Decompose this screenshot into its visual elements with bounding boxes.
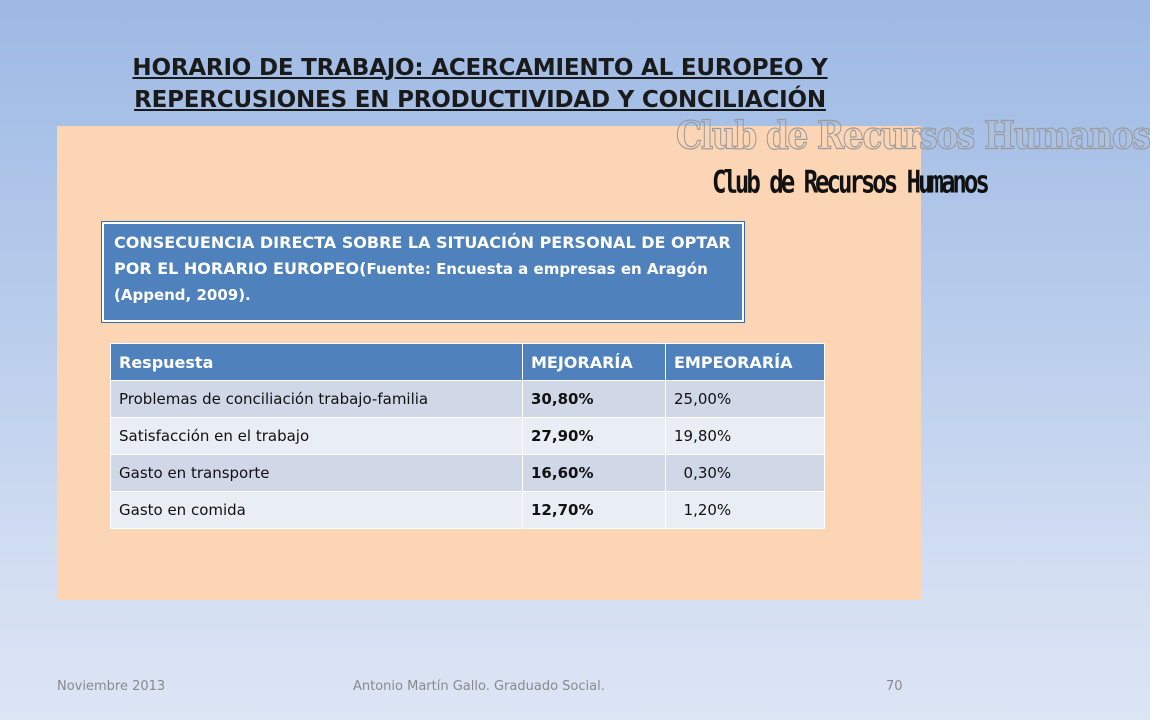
table-header-row xyxy=(111,344,825,381)
cell-empeoraria: 19,80% xyxy=(666,418,825,455)
footer-author: Antonio Martín Gallo. Graduado Social. xyxy=(353,679,605,694)
cell-empeoraria: 0,30% xyxy=(666,455,825,492)
slide-title xyxy=(60,52,900,116)
footer-date: Noviembre 2013 xyxy=(57,679,166,694)
table-row xyxy=(111,381,825,418)
header-respuesta: Respuesta xyxy=(111,344,523,381)
header-empeoraria: EMPEORARÍA xyxy=(666,344,825,381)
header-mejoraria: MEJORARÍA xyxy=(523,344,666,381)
table-row xyxy=(111,455,825,492)
cell-mejoraria: 12,70% xyxy=(523,492,666,529)
survey-table xyxy=(110,343,825,529)
callout-source: Fuente: Encuesta a empresas en Aragón (Append, 2009). xyxy=(114,260,708,304)
slide-title-line-1: HORARIO DE TRABAJO: ACERCAMIENTO AL EUROPEO Y xyxy=(132,55,828,81)
cell-respuesta: Problemas de conciliación trabajo-familia xyxy=(111,381,523,418)
cell-respuesta: Satisfacción en el trabajo xyxy=(111,418,523,455)
club-logo: Club de Recursos Humanos xyxy=(712,164,987,201)
club-logo-watermark: Club de Recursos Humanos xyxy=(676,113,1150,158)
cell-empeoraria: 25,00% xyxy=(666,381,825,418)
cell-respuesta: Gasto en transporte xyxy=(111,455,523,492)
slide-title-line-2: REPERCUSIONES EN PRODUCTIVIDAD Y CONCILIACIÓN xyxy=(134,87,826,113)
cell-mejoraria: 27,90% xyxy=(523,418,666,455)
footer-page-number: 70 xyxy=(886,679,903,694)
cell-mejoraria: 30,80% xyxy=(523,381,666,418)
callout-box xyxy=(102,222,744,322)
callout-heading: CONSECUENCIA DIRECTA SOBRE LA SITUACIÓN PERSONAL DE OPTAR POR EL HORARIO EUROPEO( xyxy=(114,233,731,278)
table-row xyxy=(111,418,825,455)
cell-empeoraria: 1,20% xyxy=(666,492,825,529)
cell-respuesta: Gasto en comida xyxy=(111,492,523,529)
cell-mejoraria: 16,60% xyxy=(523,455,666,492)
table-row xyxy=(111,492,825,529)
